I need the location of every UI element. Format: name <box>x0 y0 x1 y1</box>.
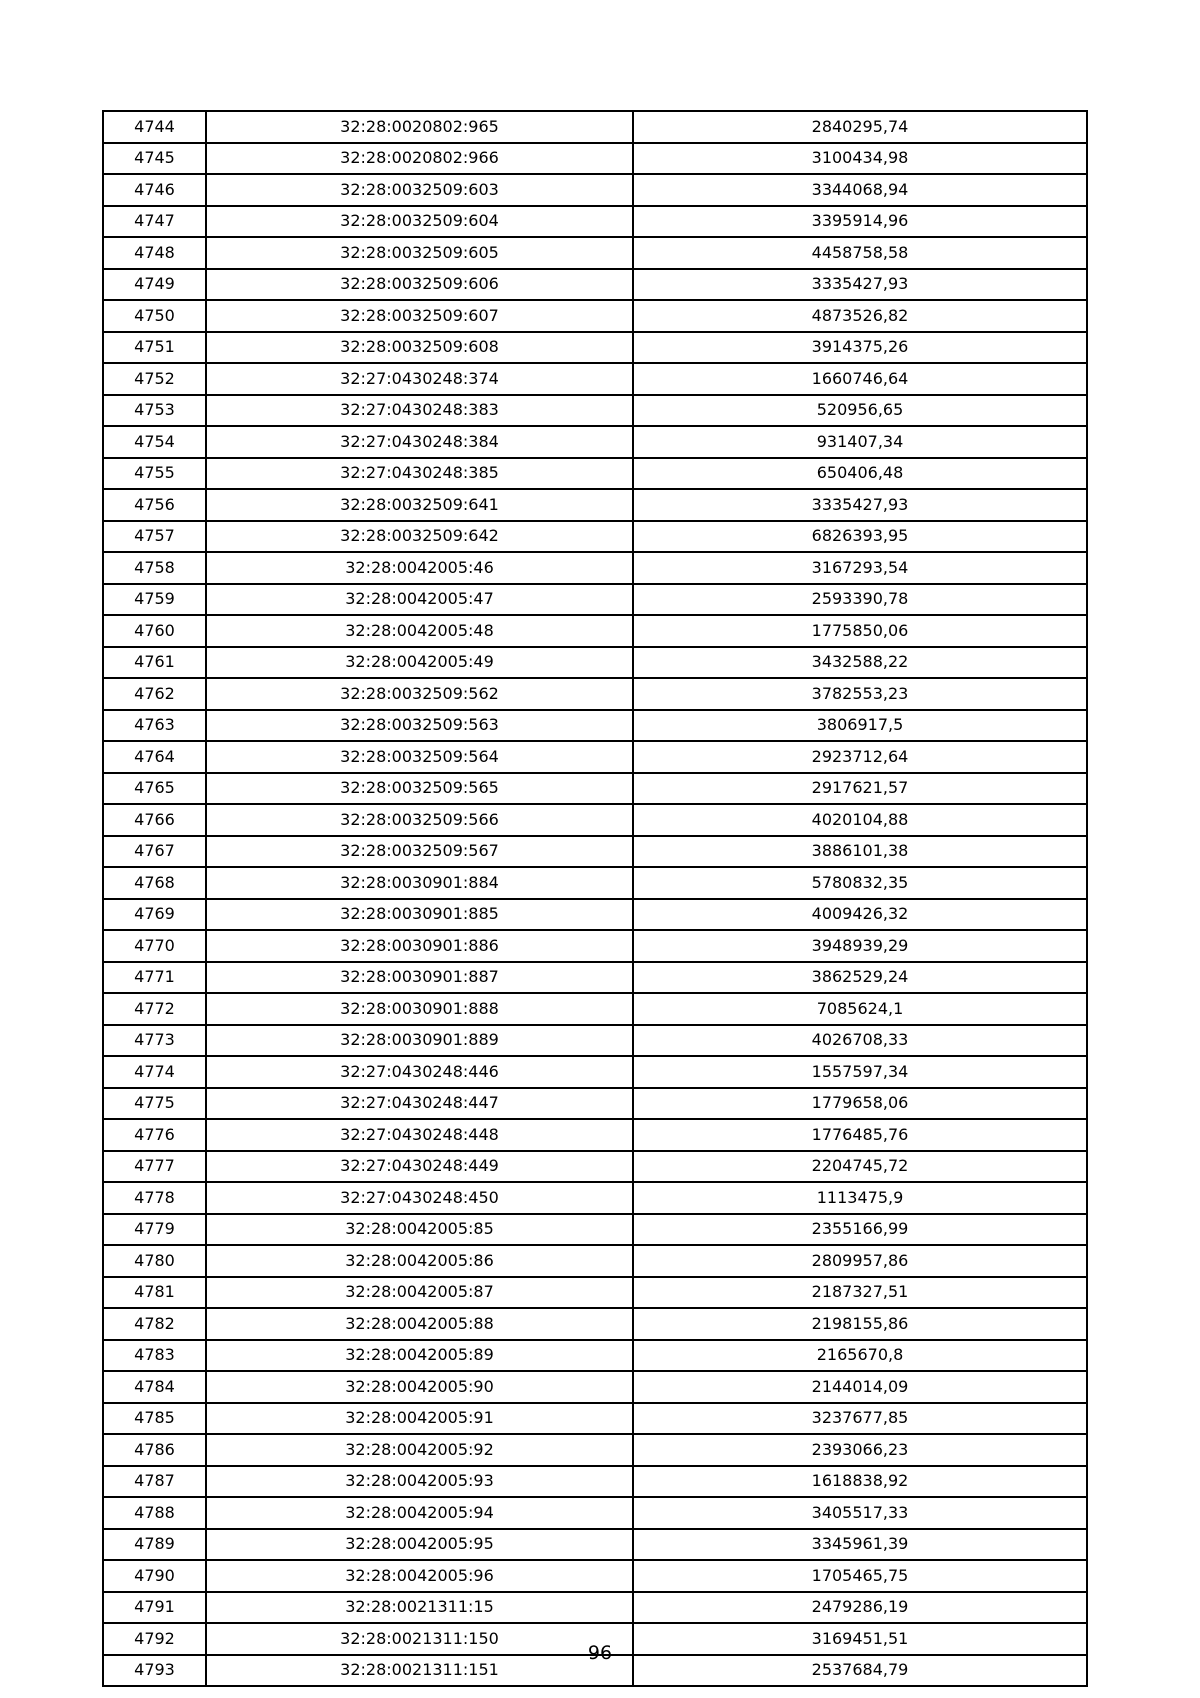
table-row <box>103 899 1087 931</box>
row-number-cell: 4751 <box>103 332 206 364</box>
table-row <box>103 1434 1087 1466</box>
table-row <box>103 1308 1087 1340</box>
table-row <box>103 237 1087 269</box>
cadastral-value-cell: 7085624,1 <box>633 993 1087 1025</box>
cadastral-value-cell: 4020104,88 <box>633 804 1087 836</box>
row-number-cell: 4769 <box>103 899 206 931</box>
row-number-cell: 4766 <box>103 804 206 836</box>
cadastral-value-cell: 931407,34 <box>633 426 1087 458</box>
row-number-cell: 4784 <box>103 1371 206 1403</box>
cadastral-number-cell: 32:28:0042005:87 <box>206 1277 633 1309</box>
row-number-cell: 4765 <box>103 773 206 805</box>
table-row <box>103 269 1087 301</box>
row-number-cell: 4761 <box>103 647 206 679</box>
row-number-cell: 4790 <box>103 1560 206 1592</box>
table-row <box>103 174 1087 206</box>
cadastral-value-cell: 3335427,93 <box>633 269 1087 301</box>
row-number-cell: 4778 <box>103 1182 206 1214</box>
cadastral-number-cell: 32:28:0032509:603 <box>206 174 633 206</box>
cadastral-number-cell: 32:28:0032509:563 <box>206 710 633 742</box>
row-number-cell: 4791 <box>103 1592 206 1624</box>
table-row <box>103 1497 1087 1529</box>
cadastral-value-cell: 2593390,78 <box>633 584 1087 616</box>
cadastral-value-cell: 3405517,33 <box>633 1497 1087 1529</box>
row-number-cell: 4759 <box>103 584 206 616</box>
cadastral-number-cell: 32:28:0032509:605 <box>206 237 633 269</box>
cadastral-value-cell: 2204745,72 <box>633 1151 1087 1183</box>
table-row <box>103 615 1087 647</box>
table-row <box>103 395 1087 427</box>
table-body <box>103 111 1087 1686</box>
cadastral-number-cell: 32:28:0030901:887 <box>206 962 633 994</box>
table-row <box>103 111 1087 143</box>
table-row <box>103 1088 1087 1120</box>
cadastral-value-cell: 5780832,35 <box>633 867 1087 899</box>
table-row <box>103 1025 1087 1057</box>
table-row <box>103 1182 1087 1214</box>
cadastral-number-cell: 32:27:0430248:385 <box>206 458 633 490</box>
cadastral-value-cell: 1776485,76 <box>633 1119 1087 1151</box>
cadastral-value-cell: 3344068,94 <box>633 174 1087 206</box>
cadastral-value-cell: 3167293,54 <box>633 552 1087 584</box>
table-row <box>103 363 1087 395</box>
row-number-cell: 4758 <box>103 552 206 584</box>
cadastral-number-cell: 32:28:0032509:608 <box>206 332 633 364</box>
row-number-cell: 4754 <box>103 426 206 458</box>
cadastral-number-cell: 32:28:0030901:884 <box>206 867 633 899</box>
table-row <box>103 1529 1087 1561</box>
row-number-cell: 4774 <box>103 1056 206 1088</box>
cadastral-number-cell: 32:28:0042005:48 <box>206 615 633 647</box>
cadastral-number-cell: 32:28:0020802:965 <box>206 111 633 143</box>
cadastral-value-cell: 3806917,5 <box>633 710 1087 742</box>
table-row <box>103 836 1087 868</box>
cadastral-value-cell: 3914375,26 <box>633 332 1087 364</box>
table-row <box>103 426 1087 458</box>
row-number-cell: 4760 <box>103 615 206 647</box>
cadastral-number-cell: 32:28:0032509:604 <box>206 206 633 238</box>
cadastral-number-cell: 32:28:0042005:49 <box>206 647 633 679</box>
table-row <box>103 1151 1087 1183</box>
cadastral-number-cell: 32:28:0042005:47 <box>206 584 633 616</box>
cadastral-number-cell: 32:28:0042005:88 <box>206 1308 633 1340</box>
row-number-cell: 4781 <box>103 1277 206 1309</box>
cadastral-value-cell: 4873526,82 <box>633 300 1087 332</box>
cadastral-value-cell: 1660746,64 <box>633 363 1087 395</box>
row-number-cell: 4776 <box>103 1119 206 1151</box>
cadastral-value-cell: 2537684,79 <box>633 1655 1087 1687</box>
table-row <box>103 647 1087 679</box>
cadastral-number-cell: 32:28:0042005:90 <box>206 1371 633 1403</box>
cadastral-value-cell: 1113475,9 <box>633 1182 1087 1214</box>
cadastral-value-cell: 4458758,58 <box>633 237 1087 269</box>
cadastral-number-cell: 32:28:0030901:885 <box>206 899 633 931</box>
row-number-cell: 4785 <box>103 1403 206 1435</box>
cadastral-value-cell: 3395914,96 <box>633 206 1087 238</box>
table-row <box>103 143 1087 175</box>
cadastral-number-cell: 32:28:0032509:567 <box>206 836 633 868</box>
cadastral-number-cell: 32:27:0430248:446 <box>206 1056 633 1088</box>
table-row <box>103 1466 1087 1498</box>
cadastral-value-cell: 1618838,92 <box>633 1466 1087 1498</box>
table-row <box>103 458 1087 490</box>
row-number-cell: 4756 <box>103 489 206 521</box>
cadastral-value-cell: 3335427,93 <box>633 489 1087 521</box>
cadastral-value-cell: 3100434,98 <box>633 143 1087 175</box>
cadastral-value-cell: 2479286,19 <box>633 1592 1087 1624</box>
row-number-cell: 4768 <box>103 867 206 899</box>
row-number-cell: 4748 <box>103 237 206 269</box>
table-row <box>103 1403 1087 1435</box>
cadastral-number-cell: 32:27:0430248:384 <box>206 426 633 458</box>
cadastral-value-cell: 2187327,51 <box>633 1277 1087 1309</box>
cadastral-value-cell: 2144014,09 <box>633 1371 1087 1403</box>
cadastral-number-cell: 32:28:0032509:606 <box>206 269 633 301</box>
cadastral-number-cell: 32:28:0032509:641 <box>206 489 633 521</box>
row-number-cell: 4763 <box>103 710 206 742</box>
row-number-cell: 4788 <box>103 1497 206 1529</box>
cadastral-number-cell: 32:28:0042005:89 <box>206 1340 633 1372</box>
row-number-cell: 4780 <box>103 1245 206 1277</box>
table-row <box>103 206 1087 238</box>
cadastral-value-cell: 2198155,86 <box>633 1308 1087 1340</box>
table-row <box>103 678 1087 710</box>
table-row <box>103 552 1087 584</box>
cadastral-number-cell: 32:28:0032509:566 <box>206 804 633 836</box>
cadastral-number-cell: 32:28:0030901:888 <box>206 993 633 1025</box>
table-row <box>103 1119 1087 1151</box>
row-number-cell: 4792 <box>103 1623 206 1655</box>
cadastral-number-cell: 32:27:0430248:383 <box>206 395 633 427</box>
row-number-cell: 4764 <box>103 741 206 773</box>
table-row <box>103 489 1087 521</box>
cadastral-value-cell: 1705465,75 <box>633 1560 1087 1592</box>
cadastral-number-cell: 32:28:0030901:886 <box>206 930 633 962</box>
cadastral-value-table <box>102 110 1088 1687</box>
row-number-cell: 4772 <box>103 993 206 1025</box>
row-number-cell: 4752 <box>103 363 206 395</box>
table-row <box>103 332 1087 364</box>
row-number-cell: 4745 <box>103 143 206 175</box>
row-number-cell: 4777 <box>103 1151 206 1183</box>
row-number-cell: 4755 <box>103 458 206 490</box>
cadastral-value-cell: 6826393,95 <box>633 521 1087 553</box>
cadastral-value-cell: 2809957,86 <box>633 1245 1087 1277</box>
table-row <box>103 710 1087 742</box>
cadastral-value-cell: 3432588,22 <box>633 647 1087 679</box>
cadastral-number-cell: 32:28:0021311:15 <box>206 1592 633 1624</box>
cadastral-value-cell: 1557597,34 <box>633 1056 1087 1088</box>
cadastral-value-cell: 2165670,8 <box>633 1340 1087 1372</box>
row-number-cell: 4793 <box>103 1655 206 1687</box>
table-row <box>103 962 1087 994</box>
cadastral-number-cell: 32:28:0042005:95 <box>206 1529 633 1561</box>
table-row <box>103 773 1087 805</box>
table-row <box>103 521 1087 553</box>
cadastral-value-cell: 3169451,51 <box>633 1623 1087 1655</box>
row-number-cell: 4746 <box>103 174 206 206</box>
cadastral-value-cell: 520956,65 <box>633 395 1087 427</box>
cadastral-number-cell: 32:28:0042005:93 <box>206 1466 633 1498</box>
table-row <box>103 741 1087 773</box>
cadastral-number-cell: 32:28:0042005:85 <box>206 1214 633 1246</box>
row-number-cell: 4773 <box>103 1025 206 1057</box>
row-number-cell: 4762 <box>103 678 206 710</box>
cadastral-value-cell: 1775850,06 <box>633 615 1087 647</box>
cadastral-value-cell: 2923712,64 <box>633 741 1087 773</box>
row-number-cell: 4757 <box>103 521 206 553</box>
row-number-cell: 4749 <box>103 269 206 301</box>
cadastral-number-cell: 32:28:0032509:642 <box>206 521 633 553</box>
cadastral-number-cell: 32:28:0042005:94 <box>206 1497 633 1529</box>
cadastral-value-cell: 2355166,99 <box>633 1214 1087 1246</box>
cadastral-number-cell: 32:28:0021311:151 <box>206 1655 633 1687</box>
cadastral-value-cell: 2917621,57 <box>633 773 1087 805</box>
row-number-cell: 4779 <box>103 1214 206 1246</box>
table-row <box>103 584 1087 616</box>
table-row <box>103 1592 1087 1624</box>
table-row <box>103 1245 1087 1277</box>
row-number-cell: 4770 <box>103 930 206 962</box>
cadastral-value-cell: 3237677,85 <box>633 1403 1087 1435</box>
row-number-cell: 4783 <box>103 1340 206 1372</box>
cadastral-value-cell: 2840295,74 <box>633 111 1087 143</box>
page-number: 96 <box>587 1642 613 1664</box>
cadastral-number-cell: 32:28:0032509:564 <box>206 741 633 773</box>
cadastral-number-cell: 32:27:0430248:448 <box>206 1119 633 1151</box>
table-row <box>103 867 1087 899</box>
row-number-cell: 4775 <box>103 1088 206 1120</box>
cadastral-number-cell: 32:27:0430248:449 <box>206 1151 633 1183</box>
cadastral-number-cell: 32:28:0042005:92 <box>206 1434 633 1466</box>
cadastral-number-cell: 32:28:0030901:889 <box>206 1025 633 1057</box>
row-number-cell: 4786 <box>103 1434 206 1466</box>
table-row <box>103 1371 1087 1403</box>
table-row <box>103 1277 1087 1309</box>
cadastral-number-cell: 32:28:0032509:607 <box>206 300 633 332</box>
row-number-cell: 4782 <box>103 1308 206 1340</box>
cadastral-value-cell: 4026708,33 <box>633 1025 1087 1057</box>
cadastral-number-cell: 32:27:0430248:374 <box>206 363 633 395</box>
table-row <box>103 1056 1087 1088</box>
cadastral-number-cell: 32:28:0032509:565 <box>206 773 633 805</box>
cadastral-value-cell: 1779658,06 <box>633 1088 1087 1120</box>
cadastral-number-cell: 32:28:0032509:562 <box>206 678 633 710</box>
table-row <box>103 1340 1087 1372</box>
cadastral-number-cell: 32:28:0042005:46 <box>206 552 633 584</box>
table-row <box>103 993 1087 1025</box>
cadastral-value-cell: 3886101,38 <box>633 836 1087 868</box>
row-number-cell: 4787 <box>103 1466 206 1498</box>
row-number-cell: 4789 <box>103 1529 206 1561</box>
row-number-cell: 4753 <box>103 395 206 427</box>
cadastral-number-cell: 32:28:0021311:150 <box>206 1623 633 1655</box>
row-number-cell: 4747 <box>103 206 206 238</box>
cadastral-number-cell: 32:28:0042005:86 <box>206 1245 633 1277</box>
table-row <box>103 300 1087 332</box>
cadastral-number-cell: 32:28:0042005:96 <box>206 1560 633 1592</box>
cadastral-value-cell: 3948939,29 <box>633 930 1087 962</box>
cadastral-value-cell: 650406,48 <box>633 458 1087 490</box>
row-number-cell: 4767 <box>103 836 206 868</box>
cadastral-value-cell: 3862529,24 <box>633 962 1087 994</box>
cadastral-number-cell: 32:28:0042005:91 <box>206 1403 633 1435</box>
table-row <box>103 804 1087 836</box>
cadastral-value-cell: 3782553,23 <box>633 678 1087 710</box>
row-number-cell: 4744 <box>103 111 206 143</box>
table-row <box>103 930 1087 962</box>
cadastral-value-cell: 2393066,23 <box>633 1434 1087 1466</box>
row-number-cell: 4750 <box>103 300 206 332</box>
cadastral-number-cell: 32:27:0430248:450 <box>206 1182 633 1214</box>
cadastral-value-cell: 4009426,32 <box>633 899 1087 931</box>
table-row <box>103 1560 1087 1592</box>
cadastral-value-cell: 3345961,39 <box>633 1529 1087 1561</box>
table-row <box>103 1214 1087 1246</box>
row-number-cell: 4771 <box>103 962 206 994</box>
cadastral-number-cell: 32:28:0020802:966 <box>206 143 633 175</box>
cadastral-number-cell: 32:27:0430248:447 <box>206 1088 633 1120</box>
